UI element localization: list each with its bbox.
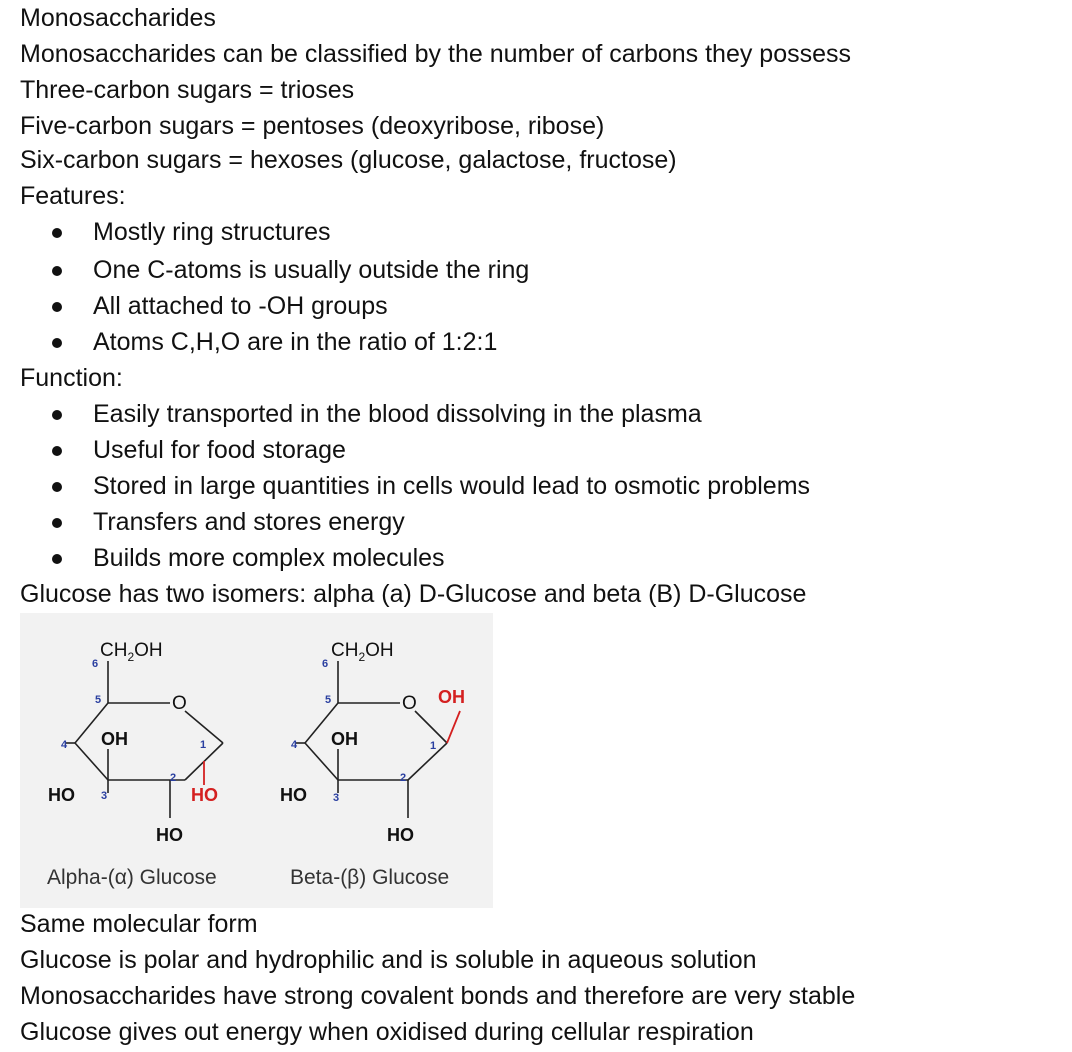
anomeric-hydroxyl-label: OH	[438, 687, 465, 707]
intro-line: Six-carbon sugars = hexoses (glucose, galactose, fructose)	[20, 146, 677, 174]
hydroxyl-label: HO	[387, 825, 414, 845]
hydroxyl-label: OH	[101, 729, 128, 749]
list-item: Easily transported in the blood dissolving in the plasma	[93, 400, 702, 428]
glucose-isomers-figure	[20, 613, 493, 908]
carbon-number: 1	[200, 739, 207, 751]
carbon-number: 6	[322, 658, 329, 670]
hydroxyl-label: HO	[156, 825, 183, 845]
carbon-number: 2	[400, 772, 407, 784]
intro-line: Five-carbon sugars = pentoses (deoxyribose, ribose)	[20, 112, 605, 140]
list-item: All attached to -OH groups	[93, 292, 388, 320]
bullet-icon	[48, 327, 64, 357]
glucose-structures-svg	[20, 613, 493, 908]
carbon-number: 3	[333, 792, 340, 804]
alpha-caption: Alpha-(α) Glucose	[47, 866, 217, 889]
carbon-number: 5	[325, 694, 332, 706]
intro-line: Three-carbon sugars = trioses	[20, 76, 355, 104]
bullet-icon	[48, 255, 64, 285]
carbon-number: 3	[101, 790, 108, 802]
list-item: Transfers and stores energy	[93, 508, 405, 536]
anomeric-hydroxyl-label: HO	[191, 785, 218, 805]
function-heading: Function:	[20, 364, 123, 392]
bullet-icon	[48, 471, 64, 501]
bullet-icon	[48, 507, 64, 537]
closing-line: Glucose is polar and hydrophilic and is soluble in aqueous solution	[20, 946, 757, 974]
bullet-icon	[48, 291, 64, 321]
isomers-line: Glucose has two isomers: alpha (a) D-Glucose and beta (B) D-Glucose	[20, 580, 807, 608]
closing-line: Monosaccharides have strong covalent bonds and therefore are very stable	[20, 982, 856, 1010]
features-heading: Features:	[20, 182, 126, 210]
list-item: One C-atoms is usually outside the ring	[93, 256, 530, 284]
list-item: Builds more complex molecules	[93, 544, 445, 572]
list-item: Mostly ring structures	[93, 218, 331, 246]
ch2oh-label: $CH_2OH$	[331, 640, 394, 664]
ch2oh-label: $CH_2OH$	[100, 640, 163, 664]
alpha-glucose-structure	[48, 640, 223, 845]
list-item: Useful for food storage	[93, 436, 346, 464]
hydroxyl-label: OH	[331, 729, 358, 749]
page-title: Monosaccharides	[20, 4, 216, 32]
carbon-number: 4	[291, 739, 298, 751]
ring-oxygen-label: O	[402, 693, 417, 714]
list-item: Stored in large quantities in cells would lead to osmotic problems	[93, 472, 811, 500]
bullet-icon	[48, 399, 64, 429]
carbon-number: 5	[95, 694, 102, 706]
closing-line: Glucose gives out energy when oxidised during cellular respiration	[20, 1018, 754, 1046]
bullet-icon	[48, 217, 64, 247]
beta-caption: Beta-(β) Glucose	[290, 866, 450, 889]
hydroxyl-label: HO	[48, 785, 75, 805]
carbon-number: 1	[430, 740, 437, 752]
list-item: Atoms C,H,O are in the ratio of 1:2:1	[93, 328, 498, 356]
carbon-number: 2	[170, 772, 177, 784]
carbon-number: 6	[92, 658, 99, 670]
intro-line: Monosaccharides can be classified by the number of carbons they possess	[20, 40, 852, 68]
ring-oxygen-label: O	[172, 693, 187, 714]
bullet-icon	[48, 543, 64, 573]
closing-line: Same molecular form	[20, 910, 258, 938]
bullet-icon	[48, 435, 64, 465]
carbon-number: 4	[61, 739, 68, 751]
beta-glucose-structure	[280, 640, 465, 845]
hydroxyl-label: HO	[280, 785, 307, 805]
